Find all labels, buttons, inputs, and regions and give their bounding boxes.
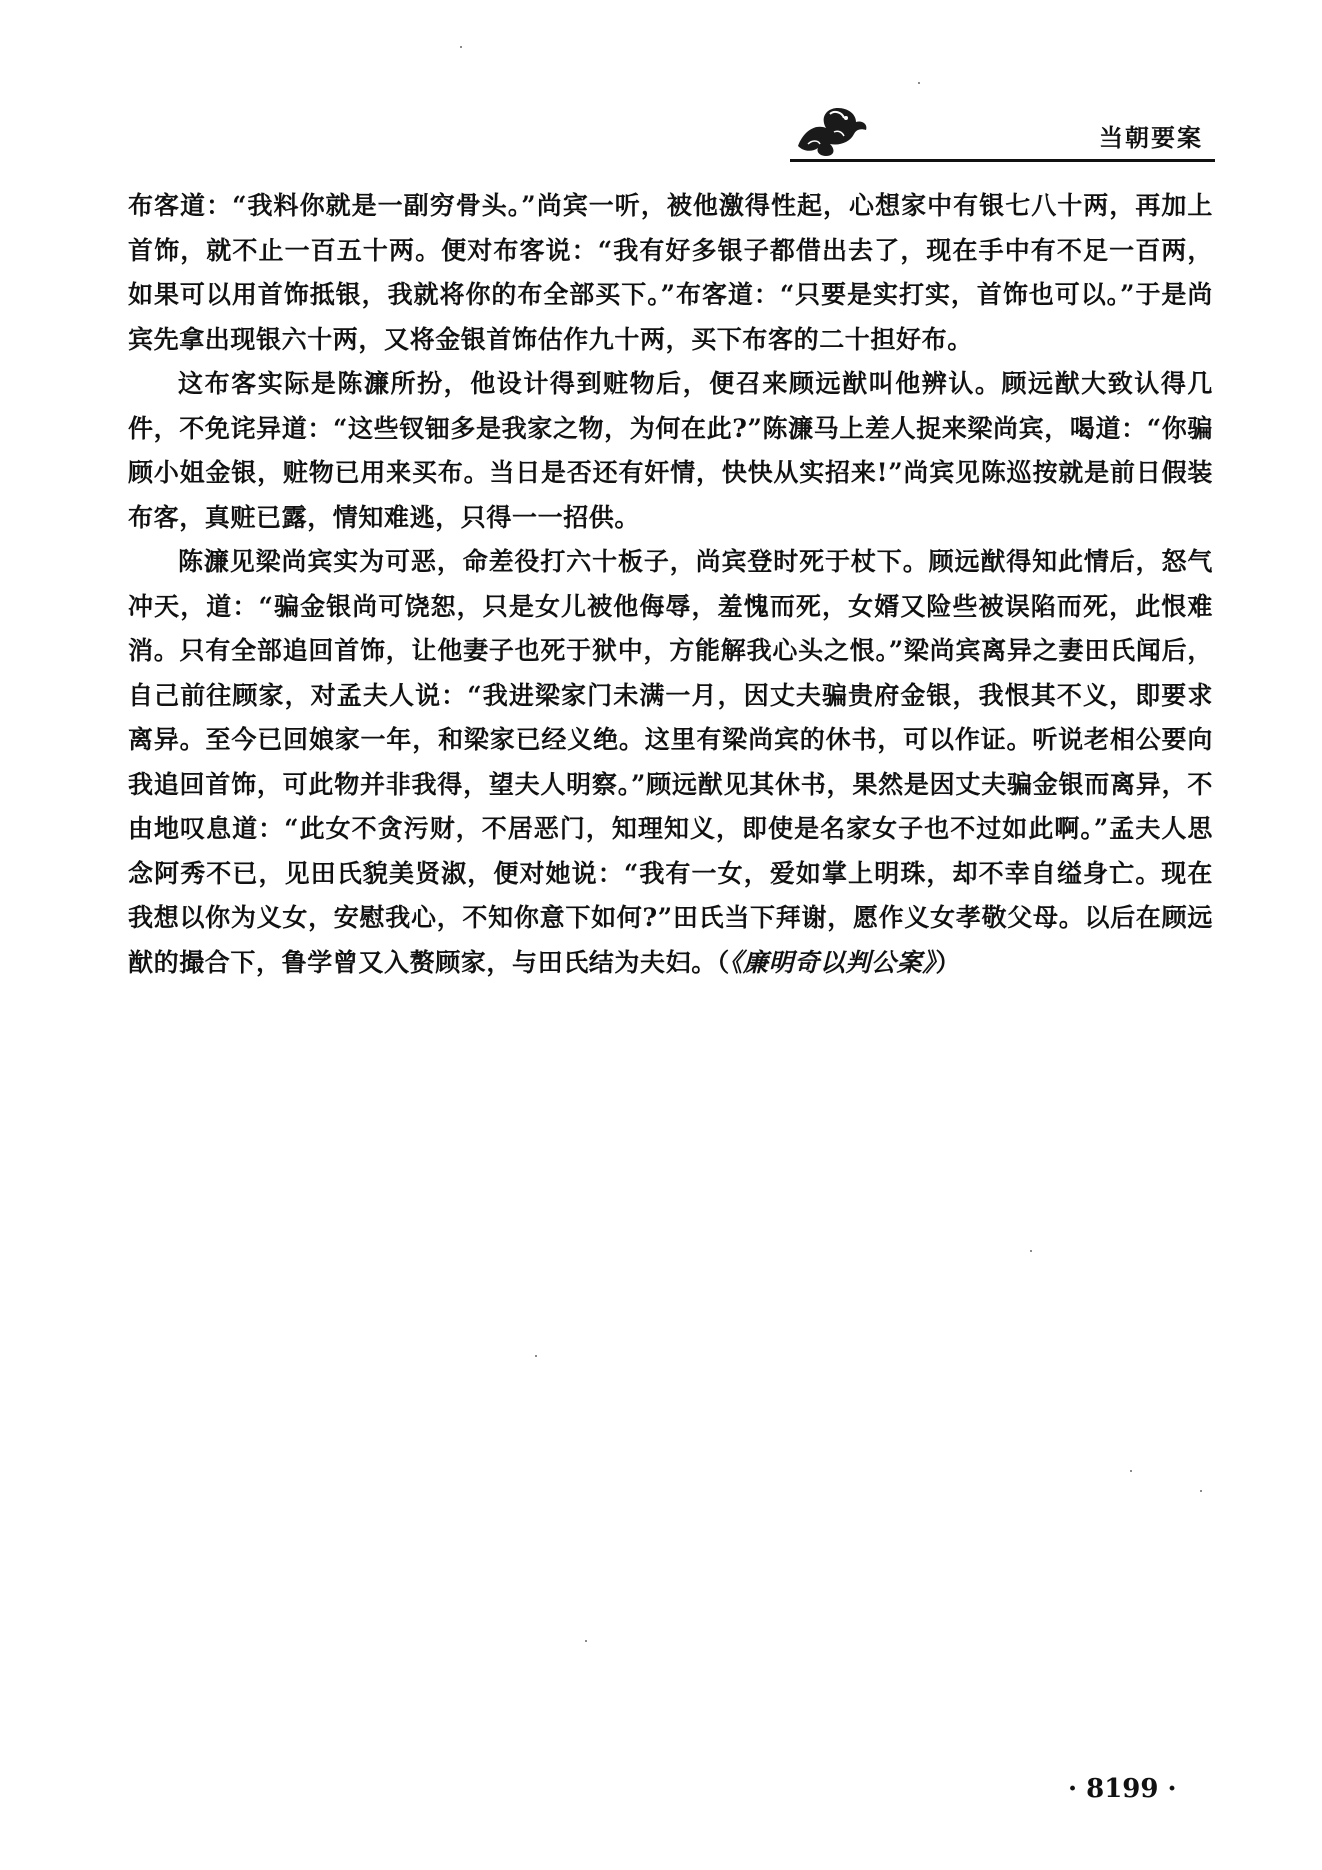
scan-speck xyxy=(1030,1250,1032,1252)
scan-speck xyxy=(585,1640,587,1642)
paragraph-2: 这布客实际是陈濂所扮，他设计得到赃物后，便召来顾远猷叫他辨认。顾远猷大致认得几件，不免诧异道：“这些钗钿多是我家之物，为何在此?”陈濂马上差人捉来梁尚宾，喝道：“你骗顾小姐金银，赃物已用来买布。当日是否还有奸情，快快从实招来!”尚宾见陈巡按就是前日假装布客，真赃已露，情知难逃，只得一一招供。 xyxy=(128,369,1213,532)
scan-speck xyxy=(1130,1470,1132,1472)
source-citation: 《廉明奇以判公案》 xyxy=(729,947,936,977)
scan-speck xyxy=(1200,1490,1202,1492)
paragraph-1: 布客道：“我料你就是一副穷骨头。”尚宾一听，被他激得性起，心想家中有银七八十两，再加上首饰，就不止一百五十两。便对布客说：“我有好多银子都借出去了，现在手中有不足一百两，如果可以用首饰抵银，我就将你的布全部买下。”布客道：“只要是实打实，首饰也可以。”于是尚宾先拿出现银六十两，又将金银首饰估作九十两，买下布客的二十担好布。 xyxy=(128,191,1213,354)
dragon-icon xyxy=(790,100,870,160)
scan-speck xyxy=(535,1355,537,1357)
scan-speck xyxy=(918,82,920,84)
page-number: · 8199 · xyxy=(1068,1774,1177,1804)
running-header xyxy=(790,100,1215,162)
scan-speck xyxy=(460,46,462,48)
article-body xyxy=(128,184,1213,985)
section-title: 当朝要案 xyxy=(1099,124,1203,152)
citation-close: ） xyxy=(935,947,961,977)
header-divider xyxy=(790,159,1215,162)
paragraph-3-text: 陈濂见梁尚宾实为可恶，命差役打六十板子，尚宾登时死于杖下。顾远猷得知此情后，怒气冲天，道：“骗金银尚可饶恕，只是女儿被他侮辱，羞愧而死，女婿又险些被误陷而死，此恨难消。只有全部追回首饰，让他妻子也死于狱中，方能解我心头之恨。”梁尚宾离异之妻田氏闻后，自己前往顾家，对孟夫人说：“我进梁家门未满一月，因丈夫骗贵府金银，我恨其不义，即要求离异。至今已回娘家一年，和梁家已经义绝。这里有梁尚宾的休书，可以作证。听说老相公要向我追回首饰，可此物并非我得，望夫人明察。”顾远猷见其休书，果然是因丈夫骗金银而离异，不由地叹息道：“此女不贪污财，不居恶门，知理知义，即使是名家女子也不过如此啊。”孟夫人思念阿秀不已，见田氏貌美贤淑，便对她说：“我有一女，爱如掌上明珠，却不幸自缢身亡。现在我想以你为义女，安慰我心，不知你意下如何?”田氏当下拜谢，愿作义女孝敬父母。以后在顾远猷的撮合下，鲁学曾又入赘顾家，与田氏结为夫妇。（ xyxy=(128,547,1213,977)
paragraph-3 xyxy=(128,540,1213,985)
